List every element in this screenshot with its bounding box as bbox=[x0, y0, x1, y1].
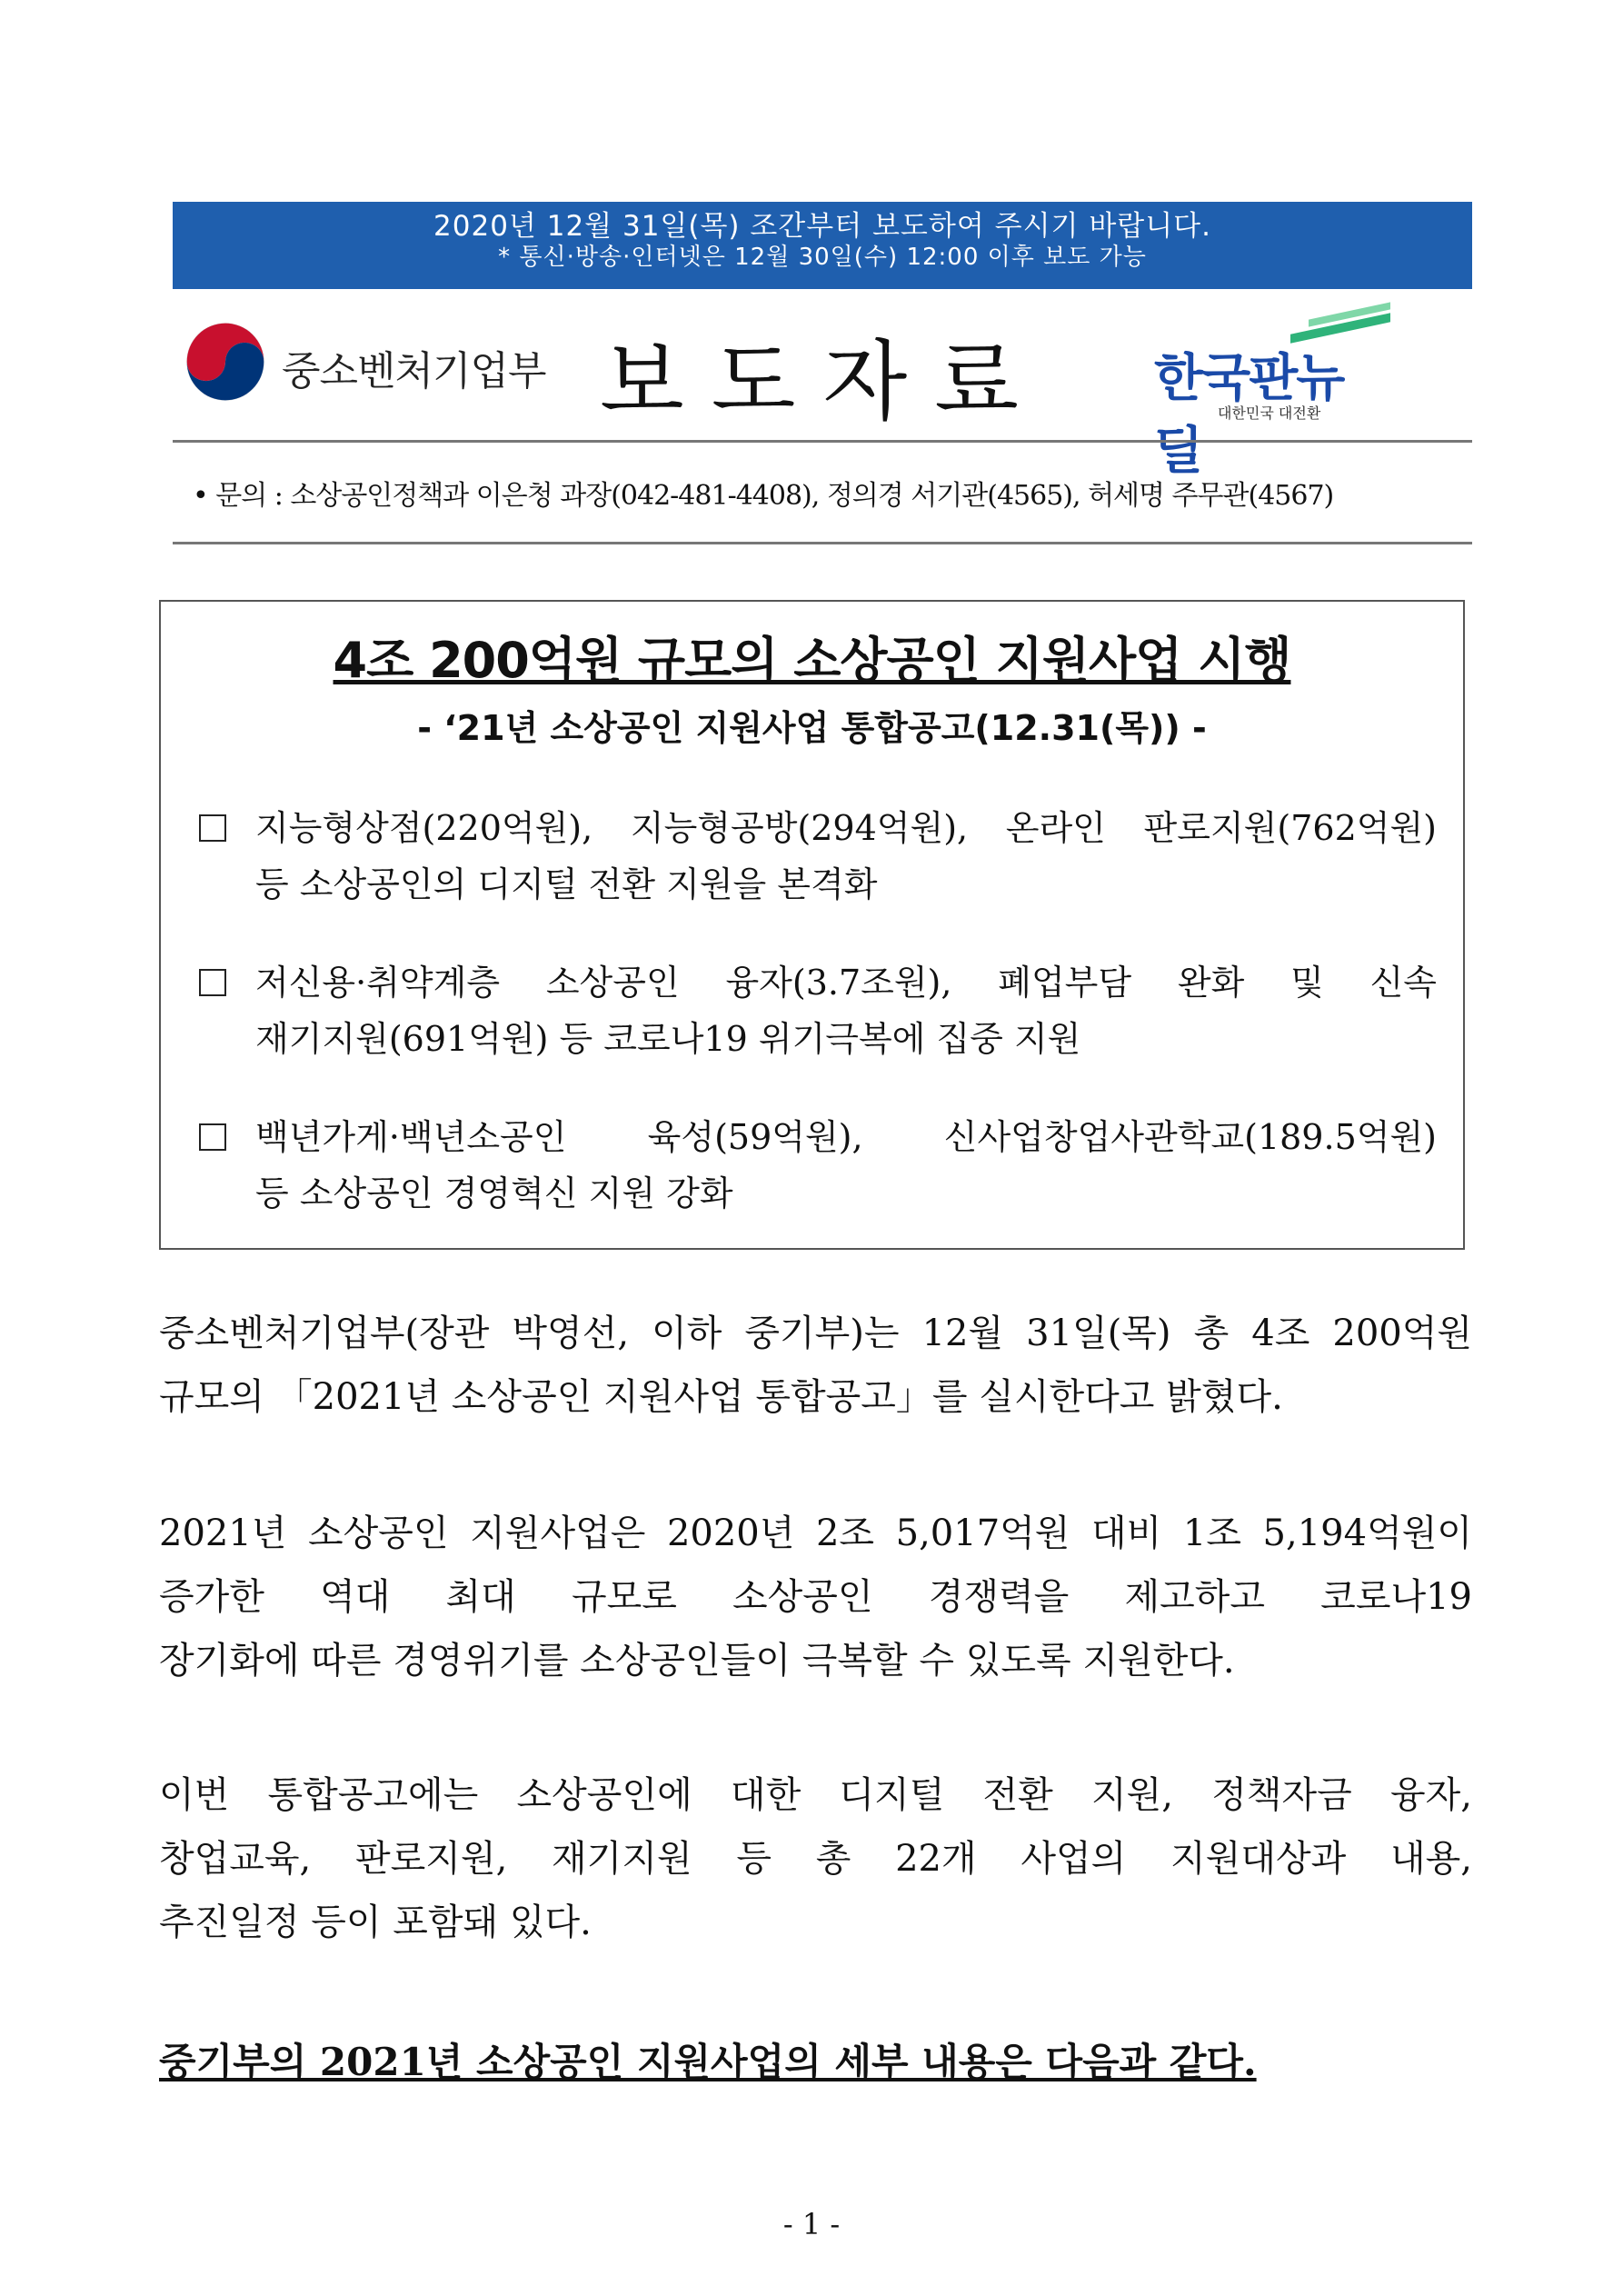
taegeuk-emblem-icon bbox=[184, 320, 267, 404]
embargo-line-1: 2020년 12월 31일(목) 조간부터 보도하여 주시기 바랍니다. bbox=[433, 210, 1211, 243]
paragraph-line: 추진일정 등이 포함돼 있다. bbox=[159, 1902, 592, 1943]
bullet-line-1: 저신용·취약계층 소상공인 융자(3.7조원), 폐업부담 완화 및 신속 bbox=[255, 963, 1437, 1003]
paragraph-2 bbox=[159, 1502, 1472, 1692]
paragraph-line: 규모의 「2021년 소상공인 지원사업 통합공고」를 실시한다고 밝혔다. bbox=[159, 1376, 1283, 1418]
ministry-name: 중소벤처기업부 bbox=[282, 348, 546, 394]
newdeal-title: 한국판뉴딜 bbox=[1154, 349, 1344, 481]
bullet-line-1: 지능형상점(220억원), 지능형공방(294억원), 온라인 판로지원(762억원) bbox=[255, 808, 1437, 848]
checkbox-square-icon bbox=[199, 814, 226, 842]
paragraph-line: 이번 통합공고에는 소상공인에 대한 디지털 전환 지원, 정책자금 융자, bbox=[159, 1774, 1472, 1816]
divider-bottom bbox=[173, 542, 1472, 544]
press-header bbox=[173, 300, 1472, 481]
paragraph-line: 2021년 소상공인 지원사업은 2020년 2조 5,017억원 대비 1조 5,194억원이 bbox=[159, 1512, 1472, 1554]
checkbox-square-icon bbox=[199, 969, 226, 996]
divider-top bbox=[173, 440, 1472, 443]
paragraph-1 bbox=[159, 1302, 1472, 1429]
paragraph-line: 창업교육, 판로지원, 재기지원 등 총 22개 사업의 지원대상과 내용, bbox=[159, 1838, 1472, 1880]
closing-statement: 중기부의 2021년 소상공인 지원사업의 세부 내용은 다음과 같다. bbox=[159, 2040, 1257, 2084]
summary-title: 4조 200억원 규모의 소상공인 지원사업 시행 bbox=[333, 632, 1291, 689]
embargo-line-2: * 통신·방송·인터넷은 12월 30일(수) 12:00 이후 보도 가능 bbox=[498, 244, 1147, 271]
bullet-line-1: 백년가게·백년소공인 육성(59억원), 신사업창업사관학교(189.5억원) bbox=[255, 1117, 1437, 1157]
newdeal-subtitle: 대한민국 대전환 bbox=[1218, 404, 1321, 422]
paragraph-line: 중소벤처기업부(장관 박영선, 이하 중기부)는 12월 31일(목) 총 4조 200억원 bbox=[159, 1313, 1472, 1354]
press-release-title: 보도자료 bbox=[600, 331, 1046, 433]
contact-info: • 문의 : 소상공인정책과 이은청 과장(042-481-4408), 정의경 서기관(4565), 허세명 주무관(4567) bbox=[193, 480, 1334, 512]
bullet-line-2: 재기지원(691억원) 등 코로나19 위기극복에 집중 지원 bbox=[255, 1019, 1081, 1059]
page-number: - 1 - bbox=[782, 2207, 841, 2241]
korean-new-deal-logo bbox=[1154, 311, 1390, 481]
bullet-line-2: 등 소상공인의 디지털 전환 지원을 본격화 bbox=[255, 864, 878, 904]
bullet-line-2: 등 소상공인 경영혁신 지원 강화 bbox=[255, 1173, 733, 1213]
summary-box bbox=[159, 600, 1465, 1250]
embargo-banner bbox=[173, 202, 1472, 289]
paragraph-3 bbox=[159, 1763, 1472, 1954]
paragraph-line: 증가한 역대 최대 규모로 소상공인 경쟁력을 제고하고 코로나19 bbox=[159, 1576, 1472, 1618]
summary-subtitle: - ‘21년 소상공인 지원사업 통합공고(12.31(목)) - bbox=[417, 708, 1207, 748]
checkbox-square-icon bbox=[199, 1123, 226, 1151]
paragraph-line: 장기화에 따른 경영위기를 소상공인들이 극복할 수 있도록 지원한다. bbox=[159, 1640, 1235, 1682]
